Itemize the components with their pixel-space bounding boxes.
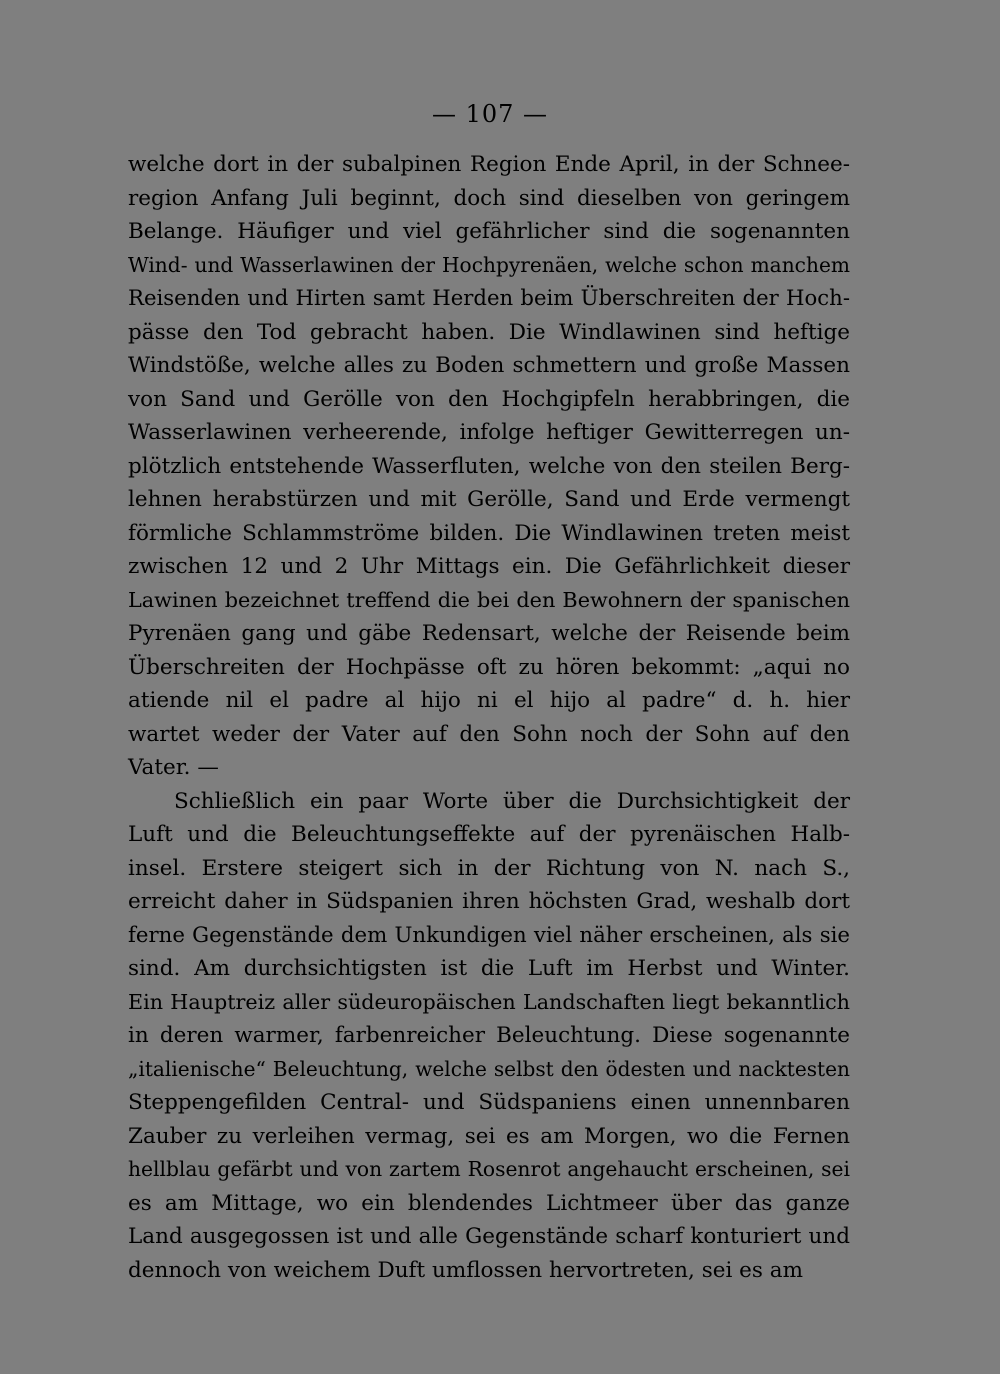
- text-line: Ein Hauptreiz aller südeuropäischen Landschaften liegt bekanntlich: [128, 989, 850, 1014]
- paragraph: [128, 148, 850, 785]
- text-line: Schließlich ein paar Worte über die Durchsichtigkeit der: [174, 788, 850, 814]
- text-line: erreicht daher in Südspanien ihren höchsten Grad, weshalb dort: [128, 889, 850, 914]
- text-line: pässe den Tod gebracht haben. Die Windlawinen sind heftige: [128, 319, 850, 345]
- text-line: sind. Am durchsichtigsten ist die Luft im Herbst und Winter.: [128, 956, 850, 981]
- text-line: plötzlich entstehende Wasserfluten, welche von den steilen Berg-: [128, 453, 850, 479]
- page-number: — 107 —: [431, 100, 549, 128]
- text-line: Luft und die Beleuchtungseffekte auf der pyrenäischen Halb-: [128, 822, 850, 847]
- text-line: region Anfang Juli beginnt, doch sind dieselben von geringem: [128, 185, 850, 211]
- text-line: zwischen 12 und 2 Uhr Mittags ein. Die Gefährlichkeit dieser: [128, 554, 850, 579]
- paragraph: [128, 785, 850, 1288]
- body-text: [128, 148, 850, 1287]
- text-line: Überschreiten der Hochpässe oft zu hören bekommt: „aqui no: [128, 654, 850, 680]
- text-line: Belange. Häufiger und viel gefährlicher sind die sogenannten: [128, 219, 850, 244]
- text-line: Reisenden und Hirten samt Herden beim Überschreiten der Hoch-: [128, 286, 850, 311]
- text-line: Windstöße, welche alles zu Boden schmettern und große Massen: [128, 353, 850, 378]
- text-line: „italienische“ Beleuchtung, welche selbst den ödesten und nacktesten: [128, 1056, 850, 1081]
- text-line: Wind- und Wasserlawinen der Hochpyrenäen, welche schon manchem: [128, 252, 850, 277]
- text-line: welche dort in der subalpinen Region Ende April, in der Schnee-: [128, 152, 850, 177]
- text-line: insel. Erstere steigert sich in der Richtung von N. nach S.,: [128, 855, 850, 881]
- text-line: ferne Gegenstände dem Unkundigen viel näher erscheinen, als sie: [128, 922, 850, 948]
- text-line: Steppengefilden Central- und Südspaniens einen unnennbaren: [128, 1090, 850, 1115]
- text-line: Land ausgegossen ist und alle Gegenstände scharf konturiert und: [128, 1224, 850, 1249]
- text-line: atiende nil el padre al hijo ni el hijo al padre“ d. h. hier: [128, 688, 850, 713]
- text-line: lehnen herabstürzen und mit Gerölle, Sand und Erde vermengt: [128, 487, 850, 512]
- text-line: Vater. —: [128, 755, 219, 780]
- text-line: förmliche Schlammströme bilden. Die Windlawinen treten meist: [128, 520, 850, 546]
- text-line: hellblau gefärbt und von zartem Rosenrot angehaucht erscheinen, sei: [128, 1157, 850, 1181]
- text-line: es am Mittage, wo ein blendendes Lichtmeer über das ganze: [128, 1190, 850, 1216]
- text-line: Zauber zu verleihen vermag, sei es am Morgen, wo die Fernen: [128, 1123, 850, 1149]
- text-line: in deren warmer, farbenreicher Beleuchtung. Diese sogenannte: [128, 1023, 850, 1048]
- text-line: Wasserlawinen verheerende, infolge heftiger Gewitterregen un-: [128, 420, 850, 445]
- text-line: von Sand und Gerölle von den Hochgipfeln herabbringen, die: [128, 386, 850, 412]
- text-line: wartet weder der Vater auf den Sohn noch der Sohn auf den: [128, 721, 850, 747]
- text-line: Pyrenäen gang und gäbe Redensart, welche der Reisende beim: [128, 621, 850, 646]
- text-line: dennoch von weichem Duft umflossen hervortreten, sei es am: [128, 1257, 803, 1283]
- text-line: Lawinen bezeichnet treffend die bei den Bewohnern der spanischen: [128, 587, 850, 612]
